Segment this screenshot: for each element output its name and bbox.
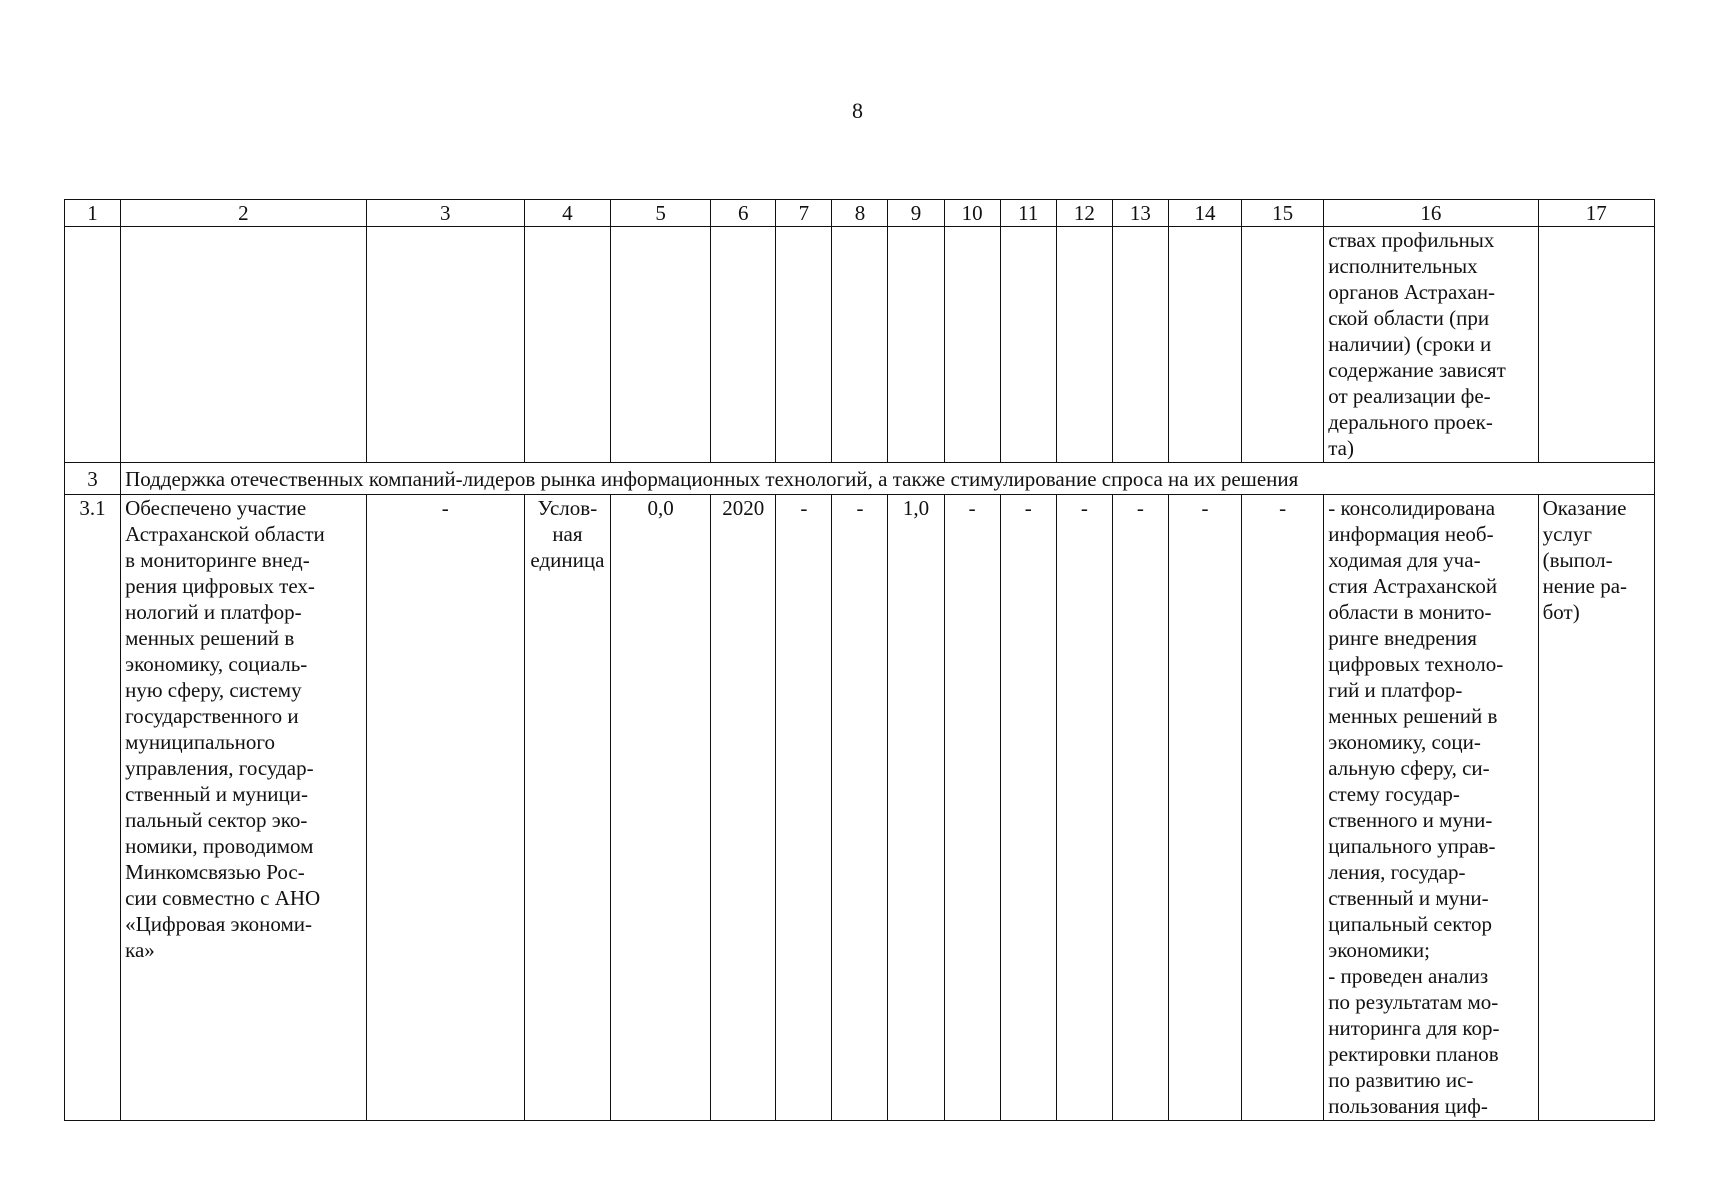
section-row xyxy=(65,463,1655,495)
text-line: нологий и платфор- xyxy=(125,600,302,624)
unit-cell xyxy=(524,495,610,1121)
table-cell xyxy=(944,227,1000,463)
table-cell: - xyxy=(1056,495,1112,1121)
base-value-cell: 0,0 xyxy=(611,495,711,1121)
text-line: бот) xyxy=(1542,600,1580,624)
text-line: номики, проводимом xyxy=(125,834,314,858)
text-line: управления, государ- xyxy=(125,756,314,780)
text-line: Обеспечено участие xyxy=(125,496,307,520)
table-row xyxy=(65,495,1655,1121)
text-line: ской области (при xyxy=(1328,306,1490,330)
table-cell xyxy=(524,227,610,463)
table-cell xyxy=(832,227,888,463)
measure-description-cell xyxy=(121,495,366,1121)
text-line: пальный сектор эко- xyxy=(125,808,308,832)
text-line: ная xyxy=(552,522,583,546)
section-title: Поддержка отечественных компаний-лидеров рынка информационных технологий, а также стимулирование спроса на их решения xyxy=(121,463,1655,495)
table-cell xyxy=(1056,227,1112,463)
table-cell: - xyxy=(1168,495,1241,1121)
text-line: ственный и муници- xyxy=(125,782,309,806)
text-line: ка» xyxy=(125,938,155,962)
table-cell xyxy=(611,227,711,463)
table-cell xyxy=(121,227,366,463)
table-cell xyxy=(1242,227,1324,463)
page-number: 8 xyxy=(852,98,863,123)
text-line: муниципального xyxy=(125,730,275,754)
text-line: сии совместно с АНО xyxy=(125,886,321,910)
text-line: - проведен анализ xyxy=(1328,964,1489,988)
text-line: исполнительных xyxy=(1328,254,1478,278)
text-line: ления, государ- xyxy=(1328,860,1466,884)
text-line: гий и платфор- xyxy=(1328,678,1463,702)
text-line: Минкомсвязью Рос- xyxy=(125,860,305,884)
table-cell xyxy=(1168,227,1241,463)
text-line: государственного и xyxy=(125,704,299,728)
column-header: 16 xyxy=(1324,200,1538,227)
column-number-row xyxy=(65,200,1655,227)
row-number: 3.1 xyxy=(65,495,121,1121)
column-header: 6 xyxy=(711,200,776,227)
table-cell xyxy=(888,227,944,463)
column-header: 13 xyxy=(1112,200,1168,227)
column-header: 14 xyxy=(1168,200,1241,227)
table-cell: - xyxy=(776,495,832,1121)
text-line: ципального управ- xyxy=(1328,834,1496,858)
text-line: по развитию ис- xyxy=(1328,1068,1474,1092)
text-line: услуг xyxy=(1542,522,1593,546)
text-line: содержание зависят xyxy=(1328,358,1506,382)
column-header: 7 xyxy=(776,200,832,227)
text-line: в мониторинге внед- xyxy=(125,548,310,572)
continuation-row xyxy=(65,227,1655,463)
text-line: дерального проек- xyxy=(1328,410,1493,434)
text-line: альную сферу, си- xyxy=(1328,756,1490,780)
text-line: менных решений в xyxy=(125,626,295,650)
table-cell: - xyxy=(832,495,888,1121)
result-description-cell xyxy=(1324,495,1538,1121)
text-line: та) xyxy=(1328,436,1354,460)
text-line: экономику, социаль- xyxy=(125,652,308,676)
table-cell xyxy=(1538,227,1654,463)
text-line: - консолидирована xyxy=(1328,496,1496,520)
table-cell xyxy=(776,227,832,463)
text-line: менных решений в xyxy=(1328,704,1498,728)
text-line: органов Астрахан- xyxy=(1328,280,1496,304)
data-table xyxy=(64,199,1655,1121)
column-header: 1 xyxy=(65,200,121,227)
text-line: (выпол- xyxy=(1542,548,1613,572)
result-type-cell xyxy=(1538,495,1654,1121)
text-line: ственный и муни- xyxy=(1328,886,1489,910)
text-line: ственного и муни- xyxy=(1328,808,1493,832)
text-line: ходимая для уча- xyxy=(1328,548,1481,572)
column-header: 11 xyxy=(1000,200,1056,227)
column-header: 17 xyxy=(1538,200,1654,227)
section-number: 3 xyxy=(65,463,121,495)
text-line: экономики; xyxy=(1328,938,1431,962)
table-cell: - xyxy=(1242,495,1324,1121)
table-cell: - xyxy=(944,495,1000,1121)
text-line: стему государ- xyxy=(1328,782,1460,806)
table-cell xyxy=(366,227,524,463)
column-header: 15 xyxy=(1242,200,1324,227)
text-line: Услов- xyxy=(537,496,598,520)
table-cell: - xyxy=(366,495,524,1121)
text-line: ринге внедрения xyxy=(1328,626,1477,650)
text-line: ную сферу, систему xyxy=(125,678,302,702)
column-header: 5 xyxy=(611,200,711,227)
value-cell: 1,0 xyxy=(888,495,944,1121)
table-cell xyxy=(1112,227,1168,463)
text-line: цифровых техноло- xyxy=(1328,652,1504,676)
column-header: 4 xyxy=(524,200,610,227)
table-cell: - xyxy=(1112,495,1168,1121)
text-line: стия Астраханской xyxy=(1328,574,1498,598)
text-line: рения цифровых тех- xyxy=(125,574,315,598)
text-line: экономику, соци- xyxy=(1328,730,1481,754)
text-line: пользования циф- xyxy=(1328,1094,1488,1118)
table-cell: - xyxy=(1000,495,1056,1121)
text-line: по результатам мо- xyxy=(1328,990,1499,1014)
text-line: ципальный сектор xyxy=(1328,912,1493,936)
column-header: 3 xyxy=(366,200,524,227)
text-line: от реализации фе- xyxy=(1328,384,1491,408)
text-line: области в монито- xyxy=(1328,600,1492,624)
text-line: «Цифровая экономи- xyxy=(125,912,312,936)
table-cell xyxy=(711,227,776,463)
column-header: 12 xyxy=(1056,200,1112,227)
text-line: единица xyxy=(530,548,605,572)
text-line: Астраханской области xyxy=(125,522,325,546)
continuation-text-cell xyxy=(1324,227,1538,463)
text-line: ниторинга для кор- xyxy=(1328,1016,1500,1040)
column-header: 9 xyxy=(888,200,944,227)
text-line: нение ра- xyxy=(1542,574,1628,598)
base-year-cell: 2020 xyxy=(711,495,776,1121)
table-cell xyxy=(65,227,121,463)
text-line: информация необ- xyxy=(1328,522,1494,546)
text-line: наличии) (сроки и xyxy=(1328,332,1492,356)
text-line: ректировки планов xyxy=(1328,1042,1499,1066)
column-header: 8 xyxy=(832,200,888,227)
table-cell xyxy=(1000,227,1056,463)
column-header: 2 xyxy=(121,200,366,227)
text-line: Оказание xyxy=(1542,496,1627,520)
column-header: 10 xyxy=(944,200,1000,227)
text-line: ствах профильных xyxy=(1328,228,1495,252)
